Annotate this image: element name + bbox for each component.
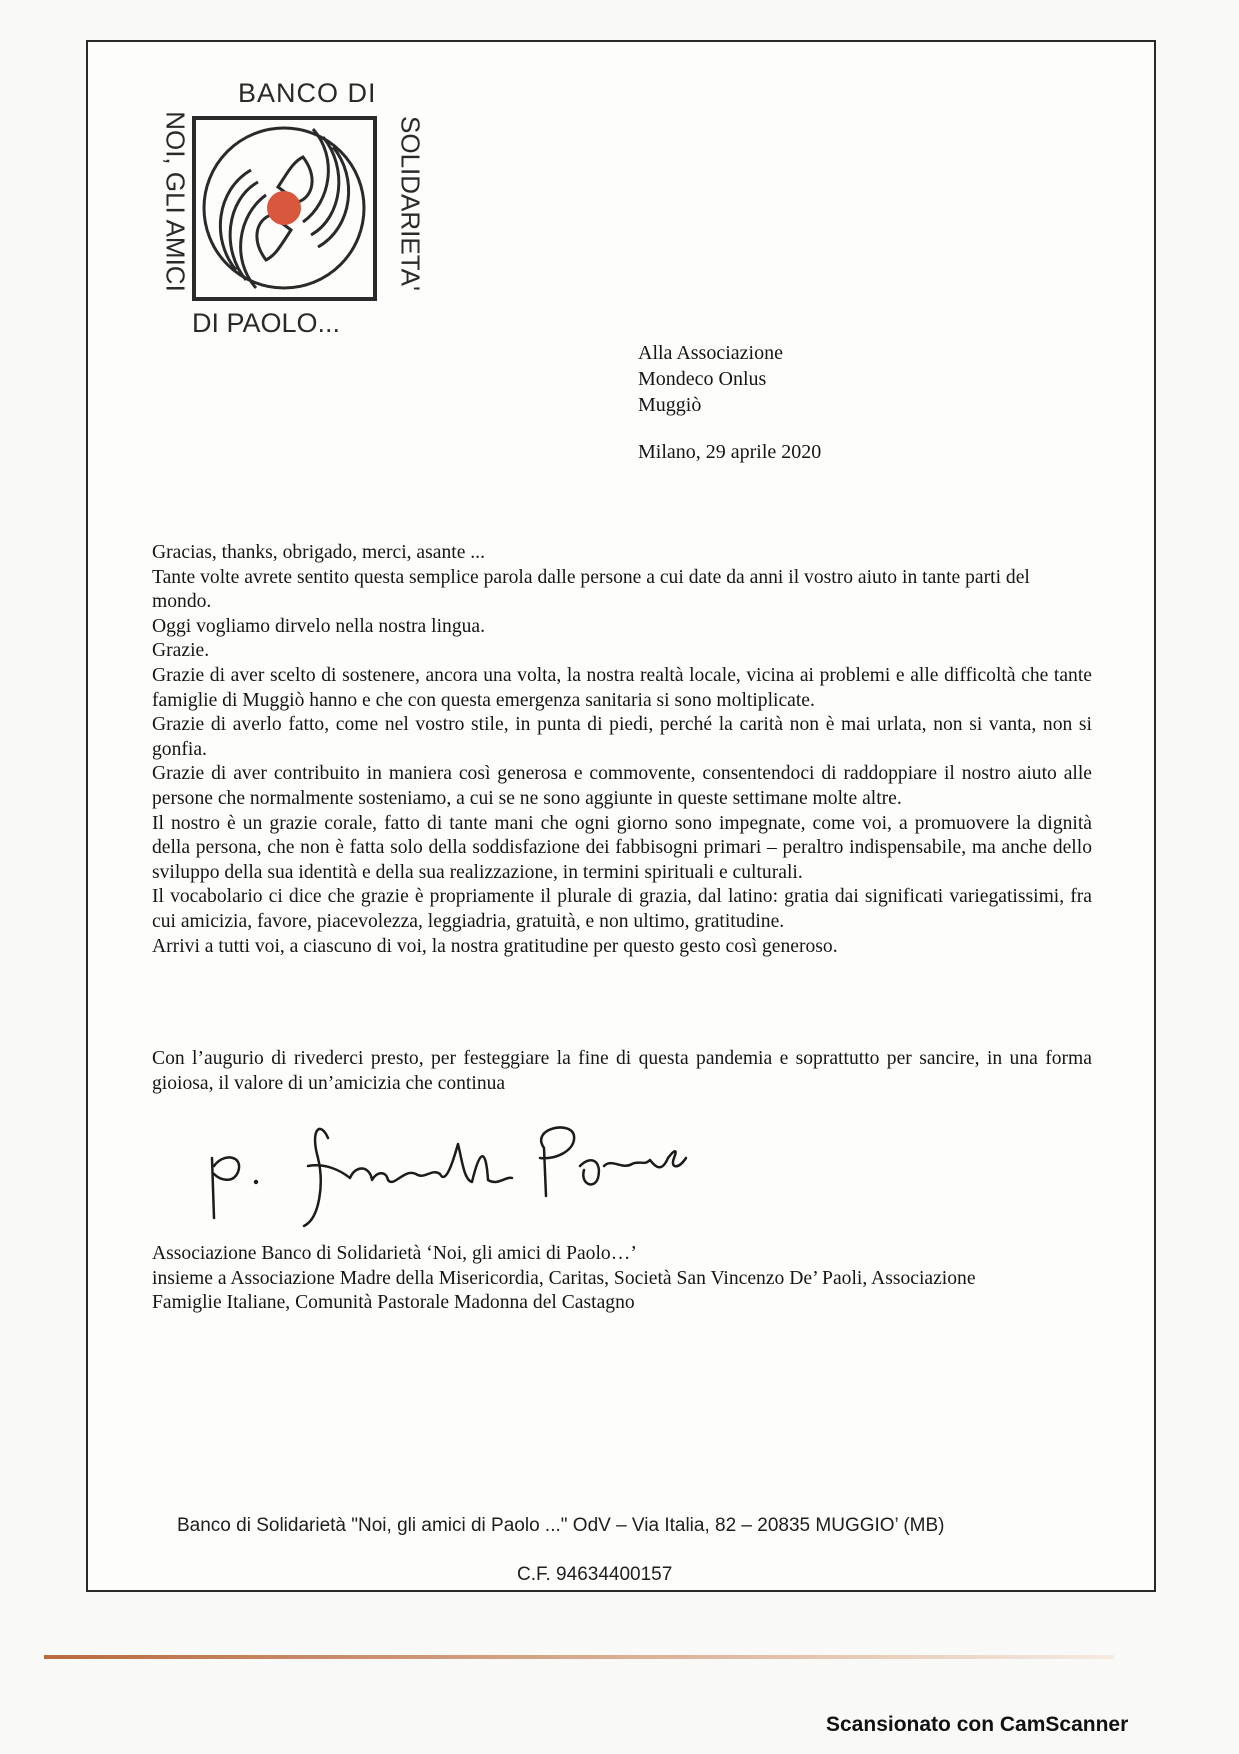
logo-hands-emblem: [196, 120, 373, 297]
recipient-address: [638, 340, 783, 418]
letter-date: Milano, 29 aprile 2020: [638, 441, 822, 463]
logo-top-text: BANCO DI: [238, 78, 377, 108]
body-paragraph: Grazie di aver contribuito in maniera così generosa e commovente, consentendoci di raddoppiare il nostro aiuto alle persone che normalmente sosteniamo, a cui se ne sono aggiunte in queste settimane molte altre.: [152, 763, 1092, 809]
signer-block: [152, 1242, 1102, 1316]
scan-edge-line: [44, 1655, 1114, 1659]
camscanner-watermark: Scansionato con CamScanner: [826, 1713, 1129, 1736]
logo-red-dot: [267, 191, 301, 225]
association-logo: [150, 78, 430, 348]
body-paragraph: Gracias, thanks, obrigado, merci, asante ...: [152, 542, 485, 563]
body-paragraph: Il nostro è un grazie corale, fatto di tante mani che ogni giorno sono impegnate, come voi, a promuovere la dignità della persona, che non è fatta solo della soddisfazione dei fabbisogni primari – peraltro indispensabile, ma anche dello sviluppo della sua identità e della sua realizzazione, in termini spirituali e culturali.: [152, 812, 1092, 883]
logo-left-text: NOI, GLI AMICI: [160, 111, 191, 292]
body-paragraph: Grazie.: [152, 640, 210, 662]
signer-line-3: Famiglie Italiane, Comunità Pastorale Madonna del Castagno: [152, 1292, 635, 1314]
signer-line-1: Associazione Banco di Solidarietà ‘Noi, gli amici di Paolo…’: [152, 1243, 637, 1264]
body-paragraph: Oggi vogliamo dirvelo nella nostra lingua.: [152, 615, 486, 637]
body-paragraph: Il vocabolario ci dice che grazie è propriamente il plurale di grazia, dal latino: gratia dai significati variegatissimi, fra cui amicizia, favore, piacevolezza, leggiadria, gratuità, e non ultimo, gratitudine.: [152, 886, 1092, 932]
closing-paragraph: Con l’augurio di rivederci presto, per festeggiare la fine di questa pandemia e soprattutto per sancire, in una forma gioiosa, il valore di un’amicizia che continua: [152, 1048, 1092, 1094]
letter-body: [152, 541, 1092, 959]
footer-tax-code: C.F. 94634400157: [517, 1564, 673, 1585]
logo-right-text: SOLIDARIETA': [395, 116, 426, 291]
body-paragraph: Tante volte avrete sentito questa semplice parola dalle persone a cui date da anni il vostro aiuto in tante parti del mondo.: [152, 566, 1030, 613]
recipient-line-3: Muggiò: [638, 394, 702, 416]
signer-line-2: insieme a Associazione Madre della Misericordia, Caritas, Società San Vincenzo De’ Paoli, Associazione: [152, 1267, 976, 1289]
recipient-line-1: Alla Associazione: [638, 342, 783, 364]
logo-bottom-text: DI PAOLO...: [192, 308, 341, 338]
body-paragraph: Grazie di averlo fatto, come nel vostro stile, in punta di piedi, perché la carità non è mai urlata, non si vanta, non si gonfia.: [152, 714, 1092, 760]
body-paragraph: Arrivi a tutti voi, a ciascuno di voi, la nostra gratitudine per questo gesto così generoso.: [152, 935, 838, 957]
handwritten-signature: [200, 1108, 720, 1233]
recipient-line-2: Mondeco Onlus: [638, 368, 767, 390]
footer-address: Banco di Solidarietà "Noi, gli amici di Paolo ..." OdV – Via Italia, 82 – 20835 MUGGIO’ (MB): [177, 1515, 945, 1536]
body-paragraph: Grazie di aver scelto di sostenere, ancora una volta, la nostra realtà locale, vicina ai problemi e alle difficoltà che tante famiglie di Muggiò hanno e che con questa emergenza sanitaria si sono moltiplicate.: [152, 664, 1092, 711]
